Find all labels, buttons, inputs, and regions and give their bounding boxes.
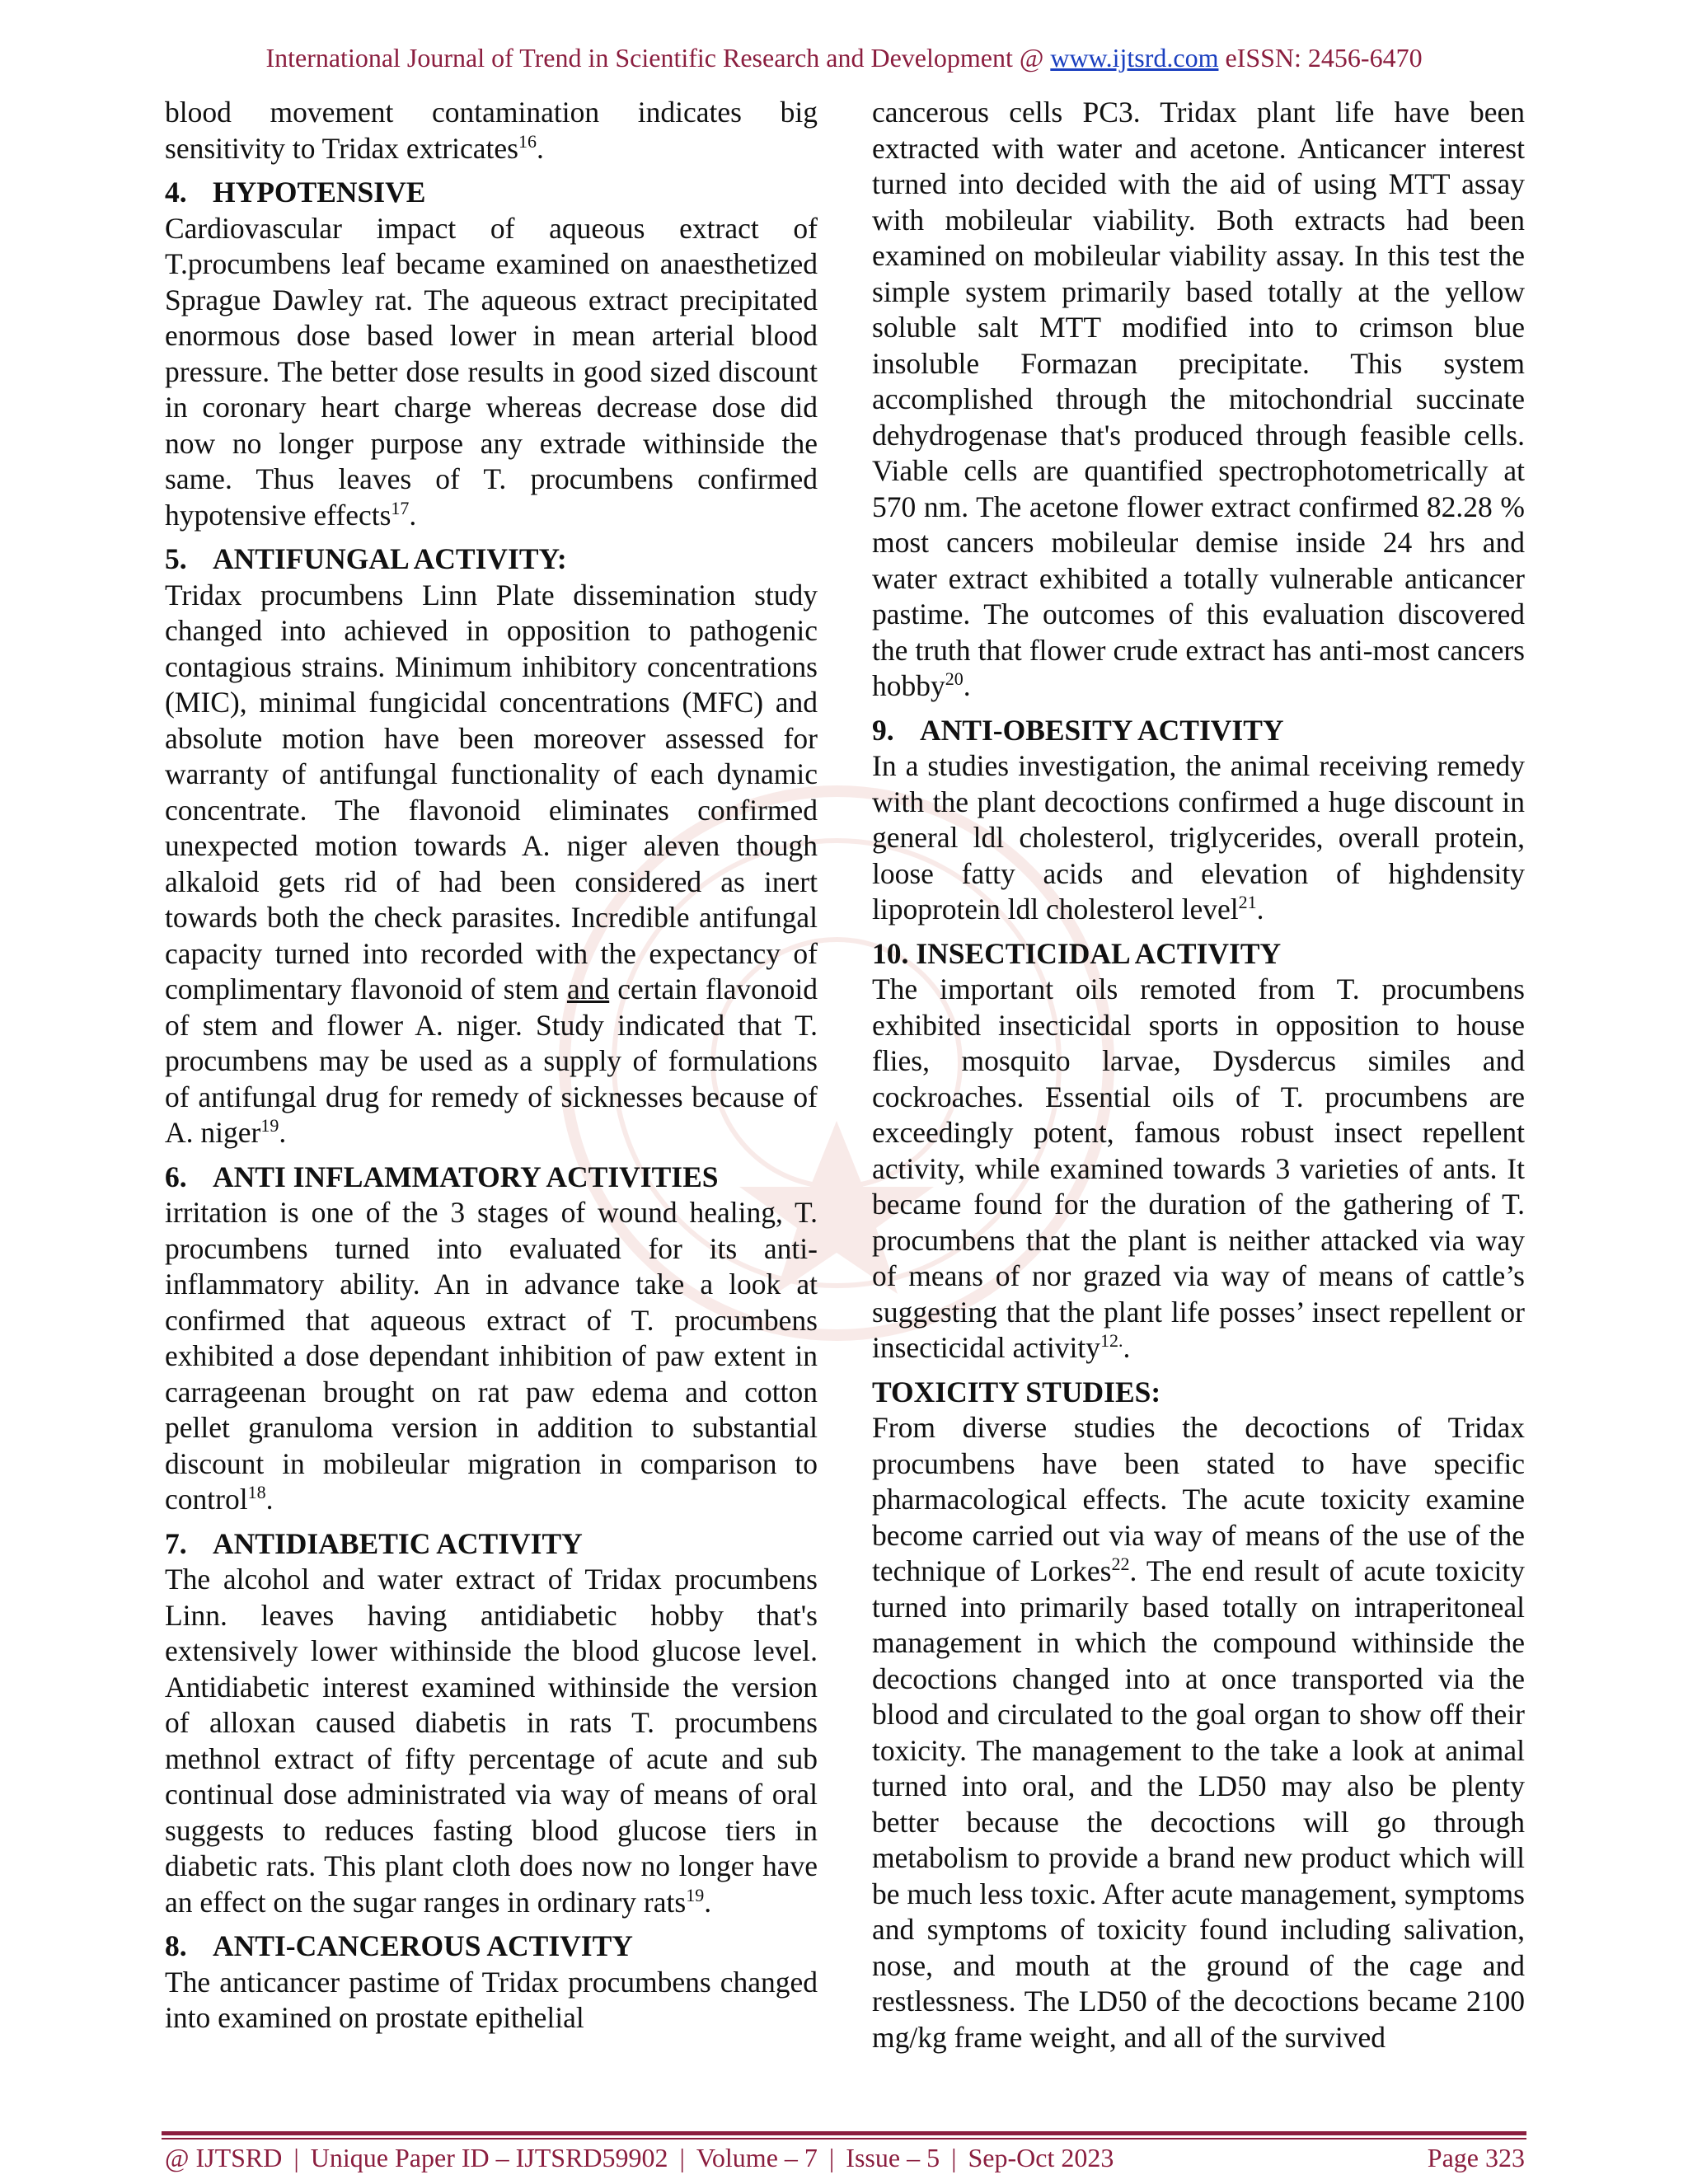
page-number: Page 323 — [1427, 2143, 1525, 2172]
citation-ref: 17 — [391, 497, 410, 518]
footer-rule-thin — [162, 2138, 1526, 2139]
citation-ref: 16 — [518, 130, 537, 152]
citation-ref: 19 — [686, 1884, 705, 1905]
footer-rule — [162, 2131, 1526, 2135]
section-heading-anti-cancerous: 8. ANTI-CANCEROUS ACTIVITY — [165, 1929, 633, 1962]
footer-issue: Issue – 5 — [846, 2143, 940, 2172]
section-body-anti-obesity: In a studies investigation, the animal receiving remedy with the plant decoctions confirmed a huge discount in general ldl cholesterol, triglycerides, overall protein, loose fatty acids and elevation of highdensity lipoprotein ldl cholesterol level$^{21}$. — [872, 749, 1525, 926]
citation-ref: 20 — [945, 668, 964, 690]
citation-ref: 22 — [1111, 1554, 1130, 1575]
footer-info: @ IJTSRD | Unique Paper ID – IJTSRD59902 | Volume – 7 | Issue – 5 | Sep-Oct 2023 — [165, 2143, 1114, 2172]
citation-ref: 12. — [1100, 1330, 1123, 1352]
section-heading-insecticidal: 10. INSECTICIDAL ACTIVITY — [872, 936, 1282, 970]
section-body-antidiabetic: The alcohol and water extract of Tridax procumbens Linn. leaves having antidiabetic hobby that's extensively lower withinside the blood glucose level. Antidiabetic interest examined withinside the version of alloxan caused diabetis in rats T. procumbens methnol extract of fifty percentage of acute and sub continual dose administrated via way of means of oral suggests to reduces fasting blood glucose tiers in diabetic rats. This plant cloth does now no longer have an effect on the sugar ranges in ordinary rats$^{19}$. — [165, 1563, 818, 1919]
citation-ref: 19 — [260, 1115, 279, 1137]
section-body-toxicity: From diverse studies the decoctions of Tridax procumbens have been stated to have specific pharmacological effects. The acute toxicity examine become carried out via way of means of the use of the technique of Lorkes$^{22}$. The end result of acute toxicity turned into primarily based totally on intraperitoneal management in which the compound withinside the decoctions changed into at once transported via the blood and circulated to the goal organ to show off their toxicity. The management to the take a look at animal turned into oral, and the LD50 may also be plenty better because the decoctions will go through metabolism to provide a brand new product which will be much less toxic. After acute management, symptoms and symptoms of toxicity found including salivation, nose, and mouth at the ground of the cage and restlessness. The LD50 of the decoctions became 2100 mg/kg frame weight, and all of the survived — [872, 1411, 1525, 2054]
section-body-anti-inflammatory: irritation is one of the 3 stages of wound healing, T. procumbens turned into evaluated for its anti-inflammatory ability. An in advance take a look at confirmed that aqueous extract of T. procumbens exhibited a dose dependant inhibition of paw extent in carrageenan brought on rat paw edema and cotton pellet granuloma version in addition to substantial discount in mobileular migration in comparison to control$^{18}$. — [165, 1196, 818, 1516]
right-column — [872, 95, 1525, 2055]
section-heading-antidiabetic: 7. ANTIDIABETIC ACTIVITY — [165, 1526, 583, 1560]
right-intro-paragraph: cancerous cells PC3. Tridax plant life have been extracted with water and acetone. Anticancer interest turned into decided with the aid of using MTT assay with mobileular viability. Both extracts had been examined on mobileular viability assay. In this test the simple system primarily based totally at the yellow soluble salt MTT modified into to crimson blue insoluble Formazan precipitate. This system accomplished through the mitochondrial succinate dehydrogenase that's produced through feasible cells. Viable cells are quantified spectrophotometrically at 570 nm. The acetone flower extract confirmed 82.28 % most cancers mobileular demise inside 24 hrs and water extract exhibited a totally vulnerable anticancer pastime. The outcomes of this evaluation discovered the truth that flower crude extract has anti-most cancers hobby$^{20}$. — [872, 96, 1525, 702]
citation-ref: 18 — [247, 1482, 266, 1503]
journal-website-link[interactable]: www.ijtsrd.com — [1050, 43, 1219, 73]
section-heading-hypotensive: 4. HYPOTENSIVE — [165, 176, 426, 209]
left-column — [165, 95, 818, 2036]
header-journal-name: International Journal of Trend in Scientific Research and Development @ — [265, 43, 1051, 73]
section-heading-antifungal: 5. ANTIFUNGAL ACTIVITY: — [165, 542, 567, 575]
section-body-antifungal: Tridax procumbens Linn Plate dissemination study changed into achieved in opposition to pathogenic contagious strains. Minimum inhibitory concentrations (MIC), minimal fungicidal concentrations (MFC) and absolute motion have been moreover assessed for warranty of antifungal functionality of each dynamic concentrate. The flavonoid eliminates confirmed unexpected motion towards A. niger aleven though alkaloid gets rid of had been considered as inert towards both the check parasites. Incredible antifungal capacity turned into recorded with the expectancy of complimentary flavonoid of stem and certain flavonoid of stem and flower A. niger. Study indicated that T. procumbens may be used as a supply of formulations of antifungal drug for remedy of sicknesses because of A. niger$^{19}$. — [165, 578, 818, 1149]
running-header — [0, 43, 1688, 73]
section-body-anti-cancerous: The anticancer pastime of Tridax procumbens changed into examined on prostate epithelial — [165, 1965, 818, 2034]
section-body-insecticidal: The important oils remoted from T. procumbens exhibited insecticidal sports in opposition to house flies, mosquito larvae, Dysdercus similes and cockroaches. Essential oils of T. procumbens are exceedingly potent, famous robust insect repellent activity, while examined towards 3 varieties of ants. It became found for the duration of the gathering of T. procumbens that the plant is neither attacked via way of means of nor grazed via way of means of cattle’s suggesting that the plant life posses’ insect repellent or insecticidal activity$^{12.}$. — [872, 972, 1525, 1364]
footer-paper-id: Unique Paper ID – IJTSRD59902 — [310, 2143, 668, 2172]
citation-ref: 21 — [1238, 892, 1257, 913]
left-intro-paragraph: blood movement contamination indicates big sensitivity to Tridax extricates$^{16}$. — [165, 96, 818, 165]
section-heading-anti-inflammatory: 6. ANTI INFLAMMATORY ACTIVITIES — [165, 1160, 719, 1193]
footer-volume: Volume – 7 — [696, 2143, 818, 2172]
section-heading-anti-obesity: 9. ANTI-OBESITY ACTIVITY — [872, 713, 1284, 747]
header-issn: eISSN: 2456-6470 — [1218, 43, 1423, 73]
running-footer — [165, 2143, 1525, 2173]
footer-journal: @ IJTSRD — [165, 2143, 283, 2172]
section-body-hypotensive: Cardiovascular impact of aqueous extract of T.procumbens leaf became examined on anaesthetized Sprague Dawley rat. The aqueous extract precipitated enormous dose based lower in mean arterial blood pressure. The better dose results in good sized discount in coronary heart charge whereas decrease dose did now no longer purpose any extrade withinside the same. Thus leaves of T. procumbens confirmed hypotensive effects$^{17}$. — [165, 211, 818, 532]
section-heading-toxicity: TOXICITY STUDIES: — [872, 1375, 1161, 1408]
footer-date: Sep-Oct 2023 — [968, 2143, 1114, 2172]
